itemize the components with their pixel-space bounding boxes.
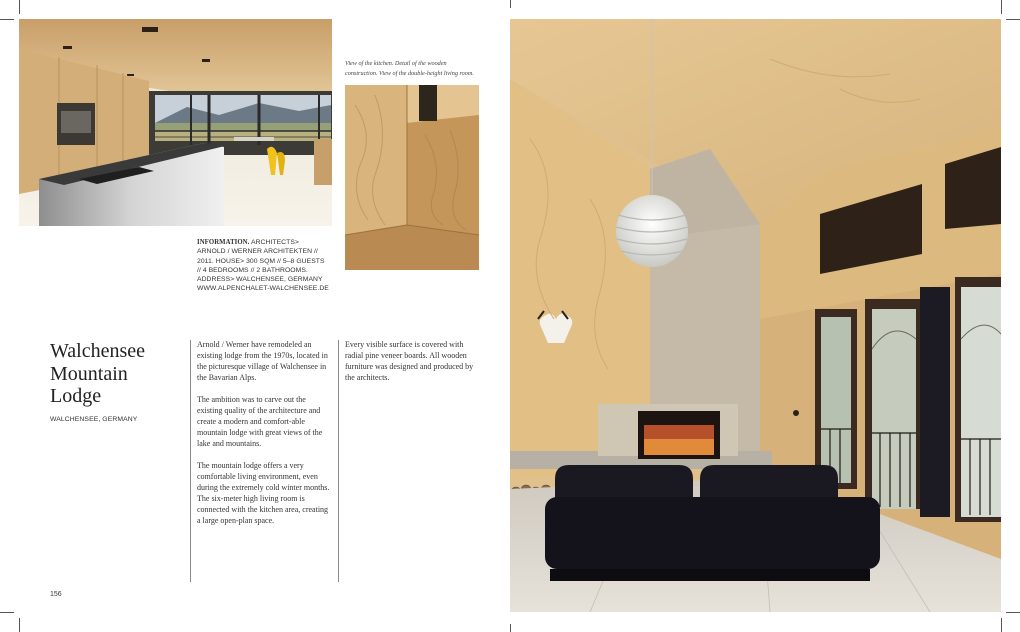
page-title	[50, 340, 180, 408]
title-line: Walchensee	[50, 340, 145, 362]
crop-mark	[510, 0, 511, 8]
page-number: 156	[50, 591, 62, 598]
body-paragraph: The mountain lodge offers a very comfortable living environment, even during the extremely cold winter months. The six-meter high living room is connected with the kitchen area, creating a large open-plan space.	[197, 461, 330, 525]
title-line: Mountain	[50, 362, 128, 385]
crop-mark	[0, 612, 14, 613]
crop-mark	[19, 618, 20, 632]
crop-mark	[19, 0, 20, 14]
title-line: Lodge	[50, 385, 102, 407]
column-rule	[190, 340, 191, 582]
caption-line: View of the kitchen. Detail of the wooden	[345, 60, 447, 67]
crop-mark	[0, 19, 14, 20]
body-paragraph: Arnold / Werner have remodeled an existing lodge from the 1970s, located in the picturesque village of Walchensee in the Bavarian Alps.	[197, 340, 328, 382]
crop-mark	[1006, 612, 1020, 613]
caption-line: construction. View of the double-height living room.	[345, 69, 474, 77]
info-line: ADDRESS> WALCHENSEE, GERMANY	[197, 276, 323, 284]
info-line: // 4 BEDROOMS // 2 BATHROOMS.	[197, 266, 308, 274]
body-paragraph: Every visible surface is covered with radial pine veneer boards. All wooden furniture was designed and produced by the architects.	[345, 340, 474, 382]
crop-mark	[1001, 618, 1002, 632]
info-label: INFORMATION.	[197, 239, 250, 246]
location-label: WALCHENSEE, GERMANY	[50, 416, 138, 423]
info-link[interactable]: WWW.ALPENCHALET-WALCHENSEE.DE	[197, 285, 329, 293]
body-column-2	[345, 339, 478, 394]
living-room-photo	[510, 19, 1001, 612]
kitchen-photo	[19, 19, 332, 226]
photo-caption	[345, 59, 485, 78]
info-line: ARCHITECTS>	[250, 239, 299, 246]
body-column-1	[197, 339, 330, 537]
column-rule	[338, 340, 339, 582]
body-paragraph: The ambition was to carve out the existing quality of the architecture and create a modern and comfort-able mountain lodge with great views of the lake and mountains.	[197, 395, 323, 448]
info-line: 2011. HOUSE> 300 SQM // 5–8 GUESTS	[197, 257, 325, 265]
crop-mark	[1001, 0, 1002, 14]
crop-mark	[510, 624, 511, 632]
info-line: ARNOLD / WERNER ARCHITEKTEN //	[197, 248, 318, 256]
crop-mark	[1006, 19, 1020, 20]
info-block	[197, 238, 337, 294]
wood-detail-photo	[345, 85, 479, 270]
